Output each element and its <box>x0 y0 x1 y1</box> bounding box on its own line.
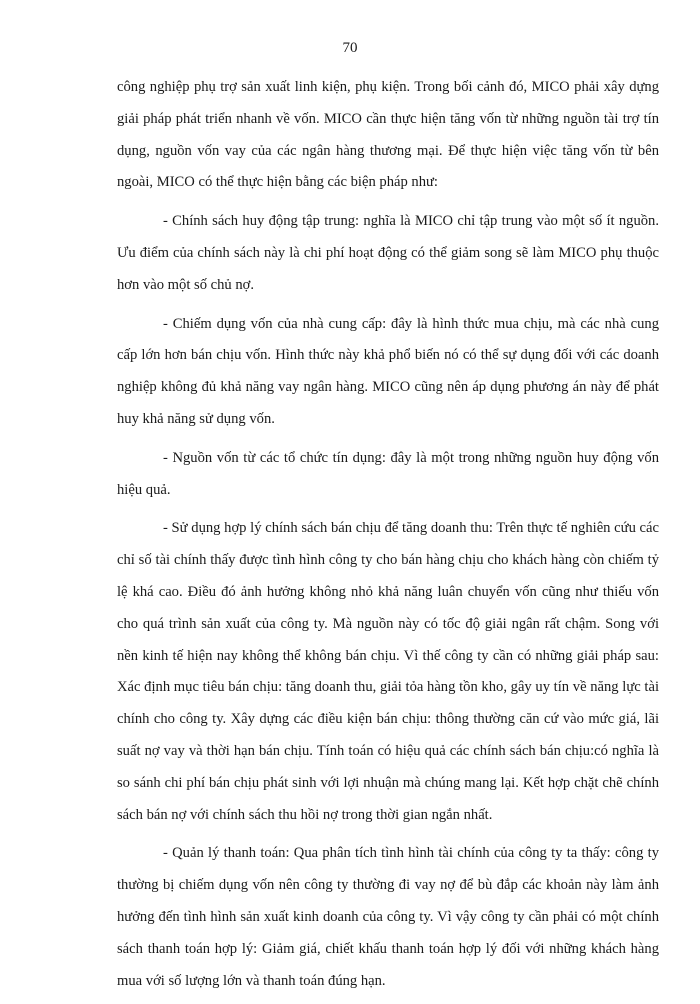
page-number: 70 <box>342 40 358 56</box>
paragraph-intro: công nghiệp phụ trợ sản xuất linh kiện, phụ kiện. Trong bối cảnh đó, MICO phải xây dựng giải pháp phát triển nhanh về vốn. MICO cần thực hiện tăng vốn từ những nguồn tài trợ tín dụng, nguồn vốn vay của các ngân hàng thương mại. Để thực hiện việc tăng vốn từ bên ngoài, MICO có thể thực hiện bằng các biện pháp như: <box>117 79 659 191</box>
paragraph-credit-institutions: - Nguồn vốn từ các tổ chức tín dụng: đây là một trong những nguồn huy động vốn hiệu quả. <box>117 449 659 498</box>
paragraph-payment-management: - Quản lý thanh toán: Qua phân tích tình hình tài chính của công ty ta thấy: công ty thường bị chiếm dụng vốn nên công ty thường đi vay nợ để bù đắp các khoản này làm ảnh hưởng đến tình hình sản xuất kinh doanh của công ty. Vì vậy công ty cần phải có một chính sách thanh toán hợp lý: Giảm giá, chiết khấu thanh toán hợp lý đối với những khách hàng mua với số lượng lớn và thanh toán đúng hạn. <box>117 845 659 989</box>
paragraph-centralized-policy: - Chính sách huy động tập trung: nghĩa là MICO chỉ tập trung vào một số ít nguồn. Ưu điểm của chính sách này là chi phí hoạt động có thể giảm song sẽ làm MICO phụ thuộc hơn vào một số chủ nợ. <box>117 213 659 293</box>
paragraph-credit-sales-policy: - Sử dụng hợp lý chính sách bán chịu để tăng doanh thu: Trên thực tế nghiên cứu các chỉ số tài chính thấy được tình hình công ty cho bán hàng chịu cho khách hàng còn chiếm tỷ lệ khá cao. Điều đó ảnh hưởng không nhỏ khả năng luân chuyển vốn cũng như thiếu vốn cho quá trình sản xuất của công ty. Mà nguồn này có tốc độ giải ngân rất chậm. Song với nền kinh tế hiện nay không thể không bán chịu. Vì thế công ty cần có những giải pháp sau: Xác định mục tiêu bán chịu: tăng doanh thu, giải tỏa hàng tồn kho, gây uy tín về năng lực tài chính cho công ty. Xây dựng các điều kiện bán chịu: thông thường căn cứ vào mức giá, lãi suất nợ vay và thời hạn bán chịu. Tính toán có hiệu quả các chính sách bán chịu:có nghĩa là so sánh chi phí bán chịu phát sinh với lợi nhuận mà chúng mang lại. Kết hợp chặt chẽ chính sách bán nợ với chính sách thu hồi nợ trong thời gian ngắn nhất. <box>117 520 659 823</box>
paragraph-supplier-credit: - Chiếm dụng vốn của nhà cung cấp: đây là hình thức mua chịu, mà các nhà cung cấp lớn hơn bán chịu vốn. Hình thức này khả phổ biến nó có thể sự dụng đối với các doanh nghiệp không đủ khả năng vay ngân hàng. MICO cũng nên áp dụng phương án này để phát huy khả năng sử dụng vốn. <box>117 315 659 427</box>
body-text <box>117 72 659 1004</box>
